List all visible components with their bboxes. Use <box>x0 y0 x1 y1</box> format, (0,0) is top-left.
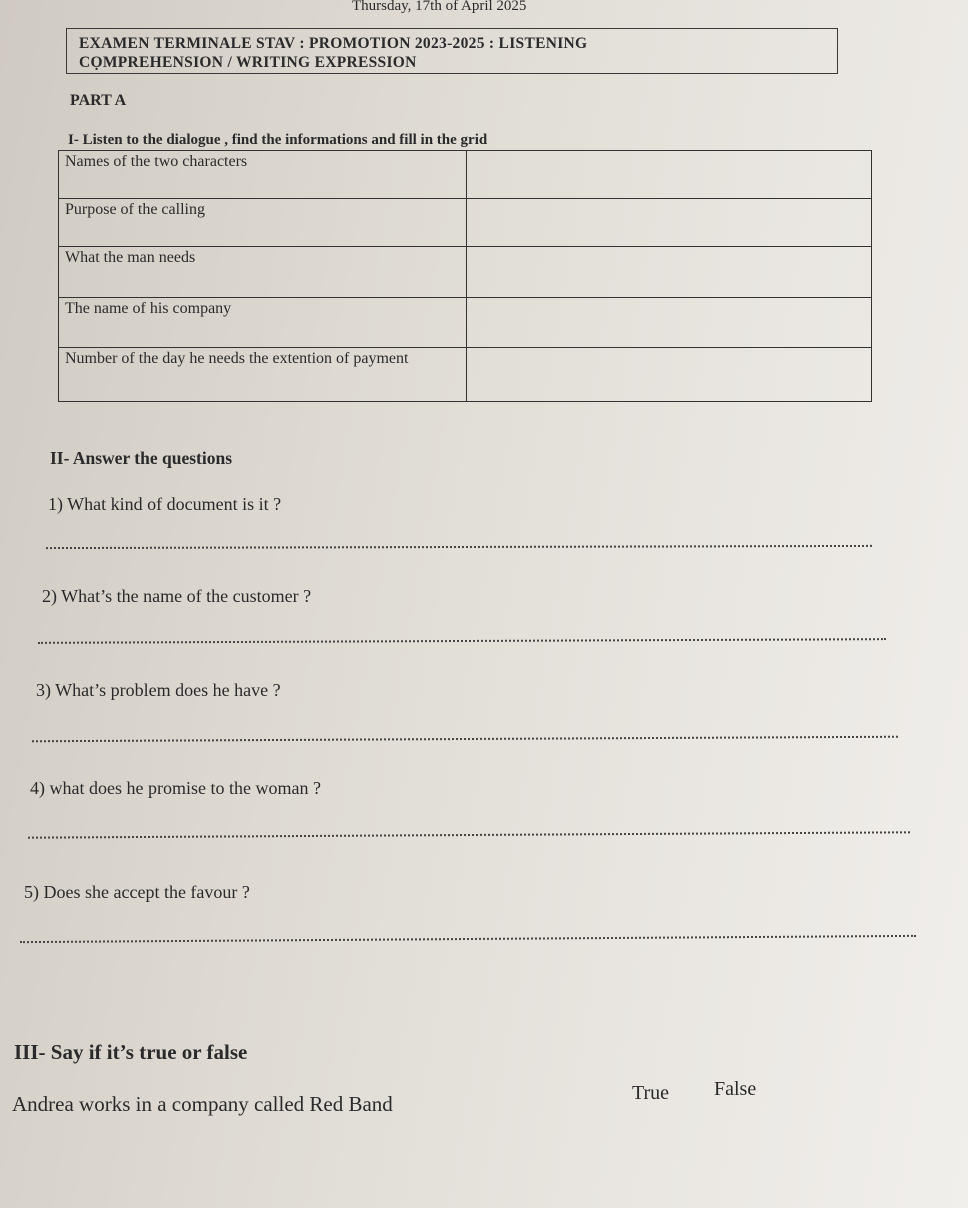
grid-label: The name of his company <box>59 297 467 347</box>
answer-line-5[interactable] <box>20 935 916 943</box>
grid-answer-cell[interactable] <box>467 151 872 199</box>
grid-answer-cell[interactable] <box>467 199 872 247</box>
false-option[interactable]: False <box>714 1078 757 1100</box>
answer-line-4[interactable] <box>28 831 910 838</box>
section2-heading: II- Answer the questions <box>50 448 232 468</box>
answer-line-2[interactable] <box>38 638 886 644</box>
grid-answer-cell[interactable] <box>467 297 872 347</box>
tf-statement: Andrea works in a company called Red Band <box>12 1092 393 1116</box>
exam-title-box <box>66 28 838 74</box>
grid-label: Purpose of the calling <box>59 199 467 247</box>
exam-title-line1: EXAMEN TERMINALE STAV : PROMOTION 2023-2025 : LISTENING <box>79 35 588 52</box>
grid-row <box>59 347 872 401</box>
grid-label: Names of the two characters <box>59 151 467 199</box>
grid-row <box>59 297 872 347</box>
question-1: 1) What kind of document is it ? <box>48 494 282 514</box>
exam-title-line2: CỌMPREHENSION / WRITING EXPRESSION <box>79 54 417 71</box>
grid-answer-cell[interactable] <box>467 247 872 297</box>
true-option[interactable]: True <box>632 1082 670 1104</box>
info-grid <box>58 150 872 402</box>
grid-answer-cell[interactable] <box>467 347 872 401</box>
grid-row <box>59 151 872 199</box>
question-3: 3) What’s problem does he have ? <box>36 680 281 700</box>
grid-row <box>59 199 872 247</box>
grid-label: What the man needs <box>59 247 467 297</box>
section1-instruction: I- Listen to the dialogue , find the informations and fill in the grid <box>68 132 488 148</box>
part-label: PART A <box>70 92 127 109</box>
question-5: 5) Does she accept the favour ? <box>24 882 250 902</box>
answer-line-3[interactable] <box>32 736 898 743</box>
question-4: 4) what does he promise to the woman ? <box>30 778 321 798</box>
grid-row <box>59 247 872 297</box>
exam-date: Thursday, 17th of April 2025 <box>352 0 527 14</box>
section3-heading: III- Say if it’s true or false <box>14 1040 248 1064</box>
question-2: 2) What’s the name of the customer ? <box>42 586 312 606</box>
grid-label: Number of the day he needs the extention of payment <box>59 347 467 401</box>
answer-line-1[interactable] <box>46 545 872 549</box>
